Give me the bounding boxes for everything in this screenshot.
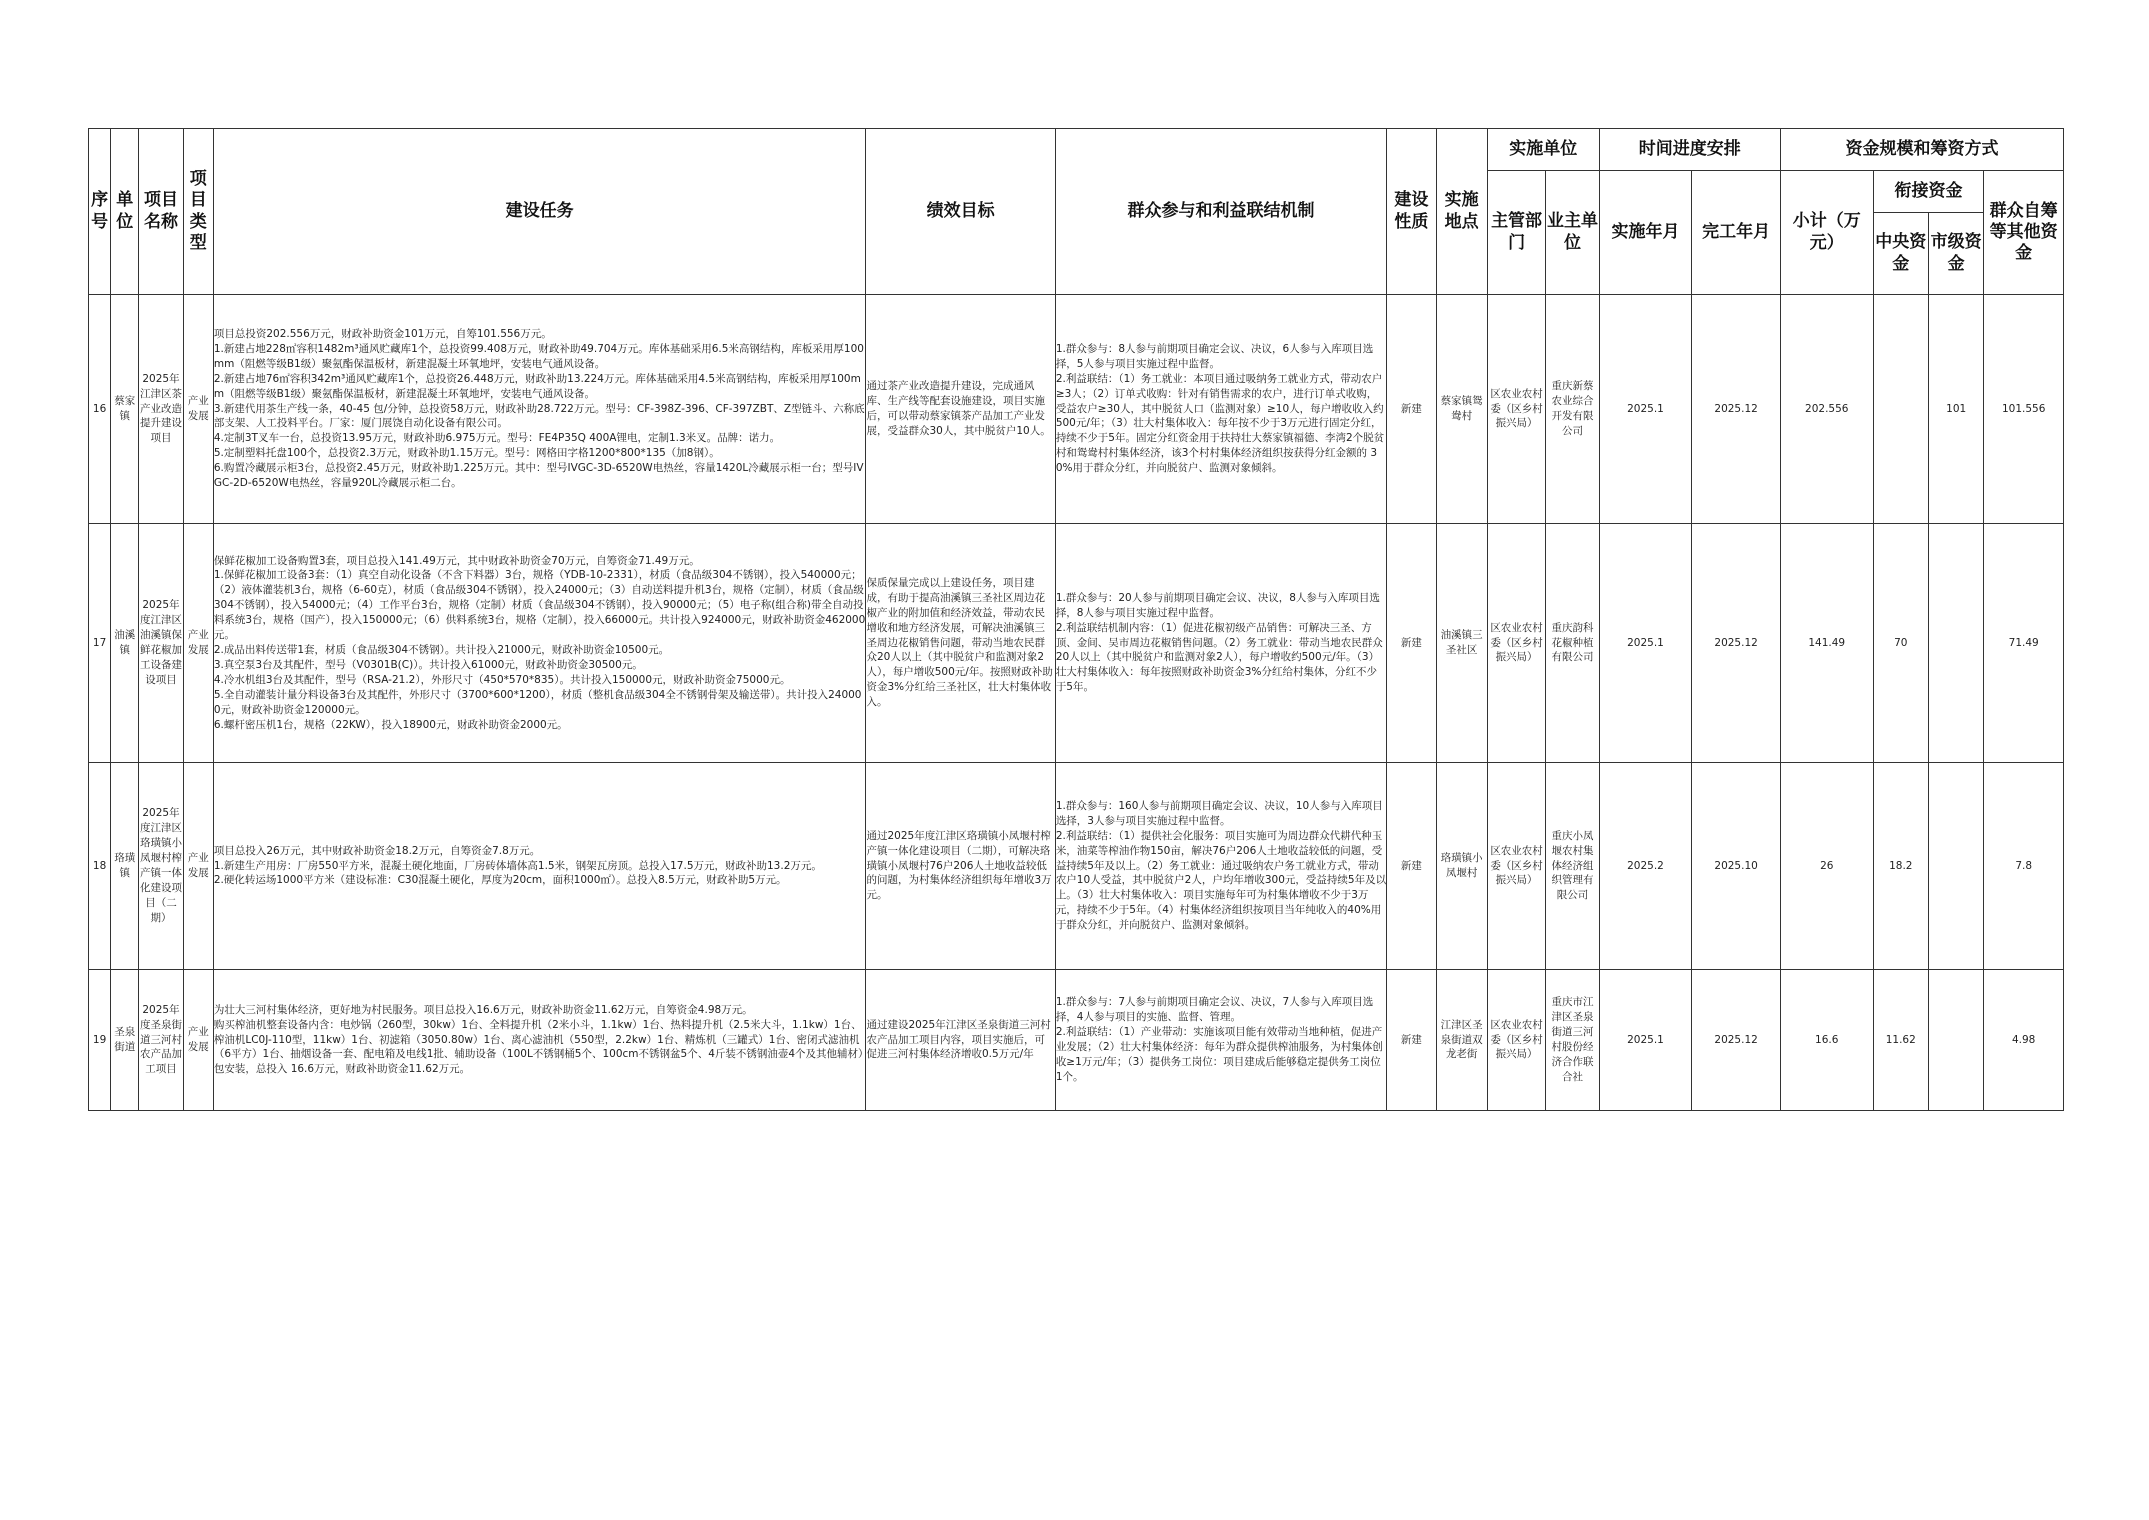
mechanism-line: 1.群众参与：8人参与前期项目确定会议、决议，6人参与入库项目选择，5人参与项目实施过程中监督。 (1055, 342, 1374, 370)
cell-construction-task (213, 763, 866, 970)
header-central: 中央资金 (1873, 213, 1928, 295)
cell-dept: 区农业农村委（区乡村振兴局） (1487, 524, 1545, 763)
cell-subtotal: 26 (1780, 763, 1873, 970)
cell-project-type: 产业发展 (183, 970, 213, 1111)
cell-mechanism (1055, 524, 1386, 763)
task-line: 2.成品出料传送带1套，材质（食品级304不锈钢）。共计投入21000元，财政补助资金10500元。 (213, 644, 670, 656)
cell-self-raised: 71.49 (1984, 524, 2064, 763)
cell-mechanism (1055, 295, 1386, 524)
cell-dept: 区农业农村委（区乡村振兴局） (1487, 295, 1545, 524)
project-table (88, 128, 2064, 1111)
cell-construction-task (213, 295, 866, 524)
cell-owner: 重庆新蔡农业综合开发有限公司 (1546, 295, 1599, 524)
cell-central (1873, 295, 1928, 524)
cell-location: 蔡家镇鸳鸯村 (1436, 295, 1487, 524)
mechanism-line: 2.利益联结机制内容：（1）促进花椒初级产品销售：可解决三圣、方顶、金间、吴市周边花椒销售问题。（2）务工就业：带动当地农民群众20人以上（其中脱贫户和监测对象2人），每户增收约500元/年。（3）壮大村集体收入：每年按照财政补助资金3%分红给村集体，分红不少于5年。 (1055, 621, 1383, 694)
cell-construction-task (213, 970, 866, 1111)
task-line: 项目总投资202.556万元，财政补助资金101万元，自筹101.556万元。 (213, 328, 552, 341)
cell-start: 2025.1 (1599, 295, 1692, 524)
cell-construction-nature: 新建 (1387, 524, 1436, 763)
table-row (89, 970, 2064, 1111)
cell-location: 珞璜镇小凤堰村 (1436, 763, 1487, 970)
header-project-name: 项目名称 (139, 129, 183, 295)
cell-end: 2025.12 (1692, 524, 1781, 763)
task-line: 购买榨油机整套设备内含：电炒锅（260型，30kw）1台、全料提升机（2米小斗，1.1kw）1台、热料提升机（2.5米大斗，1.1kw）1台、榨油机LC0J-110型，11kw）1台、初滤箱（3050.80w）1台、离心滤油机（550型，2.2kw）1台、精炼机（三罐式）1台、密闭式滤油机（6平方）1台、抽烟设备一套、配电箱及电线1批、辅助设备（100L不锈钢桶5个、100cm不锈钢盆5个、4斤装不锈钢油壶4个及其他辅材）包安装，总投入 16.6万元，财政补助资金11.62万元。 (213, 1018, 864, 1076)
header-city: 市级资金 (1928, 213, 1983, 295)
cell-index: 19 (89, 970, 111, 1111)
task-line: 6.螺杆密压机1台，规格（22KW），投入18900元，财政补助资金2000元。 (213, 718, 568, 731)
header-end: 完工年月 (1692, 171, 1781, 295)
cell-subtotal: 202.556 (1780, 295, 1873, 524)
cell-unit: 珞璜镇 (111, 763, 139, 970)
task-line: 6.购置冷藏展示柜3台，总投资2.45万元，财政补助1.225万元。其中：型号IVGC-3D-6520W电热丝，容量1420L冷藏展示柜一台；型号IVGC-2D-6520W电热丝，容量920L冷藏展示柜二台。 (213, 462, 864, 490)
cell-project-name: 2025年度江津区油溪镇保鲜花椒加工设备建设项目 (139, 524, 183, 763)
cell-unit: 油溪镇 (111, 524, 139, 763)
mechanism-line: 1.群众参与：20人参与前期项目确定会议、决议，8人参与入库项目选择，8人参与项目实施过程中监督。 (1055, 591, 1380, 619)
header-dept: 主管部门 (1487, 171, 1545, 295)
header-schedule-group: 时间进度安排 (1599, 129, 1780, 171)
mechanism-line: 2.利益联结：（1）提供社会化服务：项目实施可为周边群众代耕代种玉米，油菜等榨油作物150亩，解决76户206人土地收益较低的问题，受益持续5年及以上。（2）务工就业：通过吸纳农户务工就业方式，带动农户10人受益，其中脱贫户2人，户均年增收300元，受益持续5年及以上。（3）壮大村集体收入：项目实施每年可为村集体增收不少于3万元，持续不少于5年。（4）村集体经济组织按项目当年纯收入的40%用于群众分红，并向脱贫户、监测对象倾斜。 (1055, 829, 1387, 932)
cell-central: 70 (1873, 524, 1928, 763)
header-linked-funds: 衔接资金 (1873, 171, 1984, 213)
cell-start: 2025.1 (1599, 970, 1692, 1111)
cell-owner: 重庆小凤堰农村集体经济组织管理有限公司 (1546, 763, 1599, 970)
cell-performance-goal: 通过2025年度江津区珞璜镇小凤堰村榨产镇一体化建设项目（二期），可解决珞璜镇小凤堰村76户206人土地收益较低的问题，为村集体经济组织每年增收3万元。 (866, 763, 1055, 970)
cell-construction-nature: 新建 (1387, 763, 1436, 970)
header-construction-task: 建设任务 (213, 129, 866, 295)
cell-central: 18.2 (1873, 763, 1928, 970)
task-line: 1.新建生产用房：厂房550平方米，混凝土硬化地面，厂房砖体墙体高1.5米，钢架瓦房顶。总投入17.5万元，财政补助13.2万元。 (213, 859, 822, 872)
cell-location: 江津区圣泉街道双龙老街 (1436, 970, 1487, 1111)
header-subtotal: 小计（万元） (1780, 171, 1873, 295)
cell-project-name: 2025年度江津区珞璜镇小凤堰村榨产镇一体化建设项目（二期） (139, 763, 183, 970)
cell-dept: 区农业农村委（区乡村振兴局） (1487, 763, 1545, 970)
task-line: 2.新建占地76㎡容积342m³通风贮藏库1个，总投资26.448万元，财政补助13.224万元。库体基础采用4.5米高钢结构，库板采用厚100mm（阻燃等级B1级）聚氨酯保温板材，新建混凝土环氧地坪，安装电气通风设备。 (213, 372, 861, 400)
header-owner: 业主单位 (1546, 171, 1599, 295)
task-line: 为壮大三河村集体经济，更好地为村民服务。项目总投入16.6万元，财政补助资金11.62万元，自筹资金4.98万元。 (213, 1003, 753, 1016)
header-index: 序号 (89, 129, 111, 295)
task-line: 3.新建代用茶生产线一条，40-45 包/分钟，总投资58万元，财政补助28.722万元。型号：CF-398Z-396、CF-397ZBT、Z型链斗、六称底部支架、人工投料平台。厂家：厦门展饶自动化设备有限公司。 (213, 402, 865, 430)
table-row (89, 763, 2064, 970)
cell-self-raised: 101.556 (1984, 295, 2064, 524)
task-line: 1.保鲜花椒加工设备3套：（1）真空自动化设备（不含下料器）3台，规格（YDB-10-2331），材质（食品级304不锈钢），投入540000元；（2）液体灌装机3台，规格（6-60克），材质（食品级304不锈钢），投入24000元；（3）自动送料提升机3台，规格（定制），材质（食品级304不锈钢），投入54000元；（4）工作平台3台，规格（定制）材质（食品级304不锈钢），投入90000元；（5）电子称(组合称)带全自动投料系统3台，规格（国产），投入150000元；（6）供料系统3台，规格（定制），投入66000元。共计投入924000元，财政补助资金462000元。 (213, 569, 866, 642)
task-line: 1.新建占地228㎡容积1482m³通风贮藏库1个，总投资99.408万元，财政补助49.704万元。库体基础采用6.5米高钢结构，库板采用厚100mm（阻燃等级B1级）聚氨酯保温板材，新建混凝土环氧地坪，安装电气通风设备。 (213, 342, 864, 370)
header-self-raised: 群众自筹等其他资金 (1984, 171, 2064, 295)
header-start: 实施年月 (1599, 171, 1692, 295)
cell-end: 2025.12 (1692, 970, 1781, 1111)
header-row-1 (89, 129, 2064, 171)
mechanism-line: 1.群众参与：160人参与前期项目确定会议、决议，10人参与入库项目选择，3人参与项目实施过程中监督。 (1055, 799, 1383, 827)
cell-performance-goal: 通过茶产业改造提升建设，完成通风库、生产线等配套设施建设，项目实施后，可以带动蔡家镇茶产品加工产业发展，受益群众30人，其中脱贫户10人。 (866, 295, 1055, 524)
task-line: 项目总投入26万元，其中财政补助资金18.2万元，自筹资金7.8万元。 (213, 844, 541, 857)
cell-mechanism (1055, 970, 1386, 1111)
cell-mechanism (1055, 763, 1386, 970)
cell-central: 11.62 (1873, 970, 1928, 1111)
cell-end: 2025.10 (1692, 763, 1781, 970)
cell-index: 17 (89, 524, 111, 763)
cell-project-type: 产业发展 (183, 295, 213, 524)
mechanism-line: 2.利益联结：（1）务工就业：本项目通过吸纳务工就业方式，带动农户≥3人；（2）订单式收购：针对有销售需求的农户，进行订单式收购，受益农户≥30人，其中脱贫人口（监测对象）≥10人，每户增收收入约500元/年；（3）壮大村集体收入：每年按不少于3万元进行固定分红，持续不少于5年。固定分红资金用于扶持壮大蔡家镇福德、李湾2个脱贫村和鸳鸯村村集体经济，该3个村村集体经济组织按获得分红金额的 30%用于群众分红，并向脱贫户、监测对象倾斜。 (1055, 372, 1385, 475)
cell-self-raised: 4.98 (1984, 970, 2064, 1111)
cell-unit: 蔡家镇 (111, 295, 139, 524)
task-line: 4.定制3T叉车一台，总投资13.95万元，财政补助6.975万元。型号：FE4P35Q 400A锂电，定制1.3米叉。品牌：诺力。 (213, 432, 781, 445)
cell-city (1928, 970, 1983, 1111)
task-line: 4.冷水机组3台及其配件，型号（RSA-21.2），外形尺寸（450*570*835）。共计投入150000元，财政补助资金75000元。 (213, 673, 791, 686)
cell-owner: 重庆韵科花椒种植有限公司 (1546, 524, 1599, 763)
table-row (89, 524, 2064, 763)
cell-end: 2025.12 (1692, 295, 1781, 524)
cell-construction-nature: 新建 (1387, 970, 1436, 1111)
cell-start: 2025.2 (1599, 763, 1692, 970)
cell-subtotal: 141.49 (1780, 524, 1873, 763)
header-funding-group: 资金规模和筹资方式 (1780, 129, 2063, 171)
header-mechanism: 群众参与和利益联结机制 (1055, 129, 1386, 295)
header-unit: 单位 (111, 129, 139, 295)
mechanism-line: 1.群众参与：7人参与前期项目确定会议、决议，7人参与入库项目选择，4人参与项目的实施、监督、管理。 (1055, 996, 1374, 1024)
cell-performance-goal: 保质保量完成以上建设任务，项目建成，有助于提高油溪镇三圣社区周边花椒产业的附加值和经济效益，带动农民增收和地方经济发展，可解决油溪镇三圣周边花椒销售问题，带动当地农民群众20人以上（其中脱贫户和监测对象2人），每户增收500元/年。按照财政补助资金3%分红给三圣社区，壮大村集体收入。 (866, 524, 1055, 763)
cell-project-type: 产业发展 (183, 524, 213, 763)
task-line: 保鲜花椒加工设备购置3套，项目总投入141.49万元，其中财政补助资金70万元，自筹资金71.49万元。 (213, 554, 700, 567)
cell-city (1928, 763, 1983, 970)
task-line: 5.定制塑料托盘100个，总投资2.3万元，财政补助1.15万元。型号：网格田字格1200*800*135（加8钢）。 (213, 447, 720, 460)
cell-construction-task (213, 524, 866, 763)
header-construction-nature: 建设性质 (1387, 129, 1436, 295)
task-line: 5.全自动灌装计量分料设备3台及其配件，外形尺寸（3700*600*1200），材质（整机食品级304全不锈钢骨架及输送带）。共计投入240000元，财政补助资金120000元。 (213, 688, 862, 716)
cell-city: 101 (1928, 295, 1983, 524)
task-line: 2.硬化转运场1000平方米（建设标准：C30混凝土硬化，厚度为20cm，面积1000㎡）。总投入8.5万元，财政补助5万元。 (213, 874, 787, 887)
cell-index: 18 (89, 763, 111, 970)
cell-index: 16 (89, 295, 111, 524)
cell-dept: 区农业农村委（区乡村振兴局） (1487, 970, 1545, 1111)
task-line: 3.真空泵3台及其配件，型号（V0301B(C)）。共计投入61000元，财政补助资金30500元。 (213, 658, 643, 671)
cell-location: 油溪镇三圣社区 (1436, 524, 1487, 763)
header-performance-goal: 绩效目标 (866, 129, 1055, 295)
table-row (89, 295, 2064, 524)
cell-unit: 圣泉街道 (111, 970, 139, 1111)
cell-city (1928, 524, 1983, 763)
cell-construction-nature: 新建 (1387, 295, 1436, 524)
header-project-type: 项目类型 (183, 129, 213, 295)
cell-self-raised: 7.8 (1984, 763, 2064, 970)
cell-owner: 重庆市江津区圣泉街道三河村股份经济合作联合社 (1546, 970, 1599, 1111)
cell-subtotal: 16.6 (1780, 970, 1873, 1111)
cell-project-name: 2025年江津区茶产业改造提升建设项目 (139, 295, 183, 524)
mechanism-line: 2.利益联结：（1）产业带动：实施该项目能有效带动当地种植，促进产业发展；（2）壮大村集体经济：每年为群众提供榨油服务，为村集体创收≥1万元/年；（3）提供务工岗位：项目建成后能够稳定提供务工岗位1个。 (1055, 1026, 1383, 1083)
header-impl-unit-group: 实施单位 (1487, 129, 1599, 171)
cell-start: 2025.1 (1599, 524, 1692, 763)
cell-project-type: 产业发展 (183, 763, 213, 970)
cell-project-name: 2025年度圣泉街道三河村农产品加工项目 (139, 970, 183, 1111)
header-location: 实施地点 (1436, 129, 1487, 295)
cell-performance-goal: 通过建设2025年江津区圣泉街道三河村农产品加工项目内容，项目实施后，可促进三河村集体经济增收0.5万元/年 (866, 970, 1055, 1111)
